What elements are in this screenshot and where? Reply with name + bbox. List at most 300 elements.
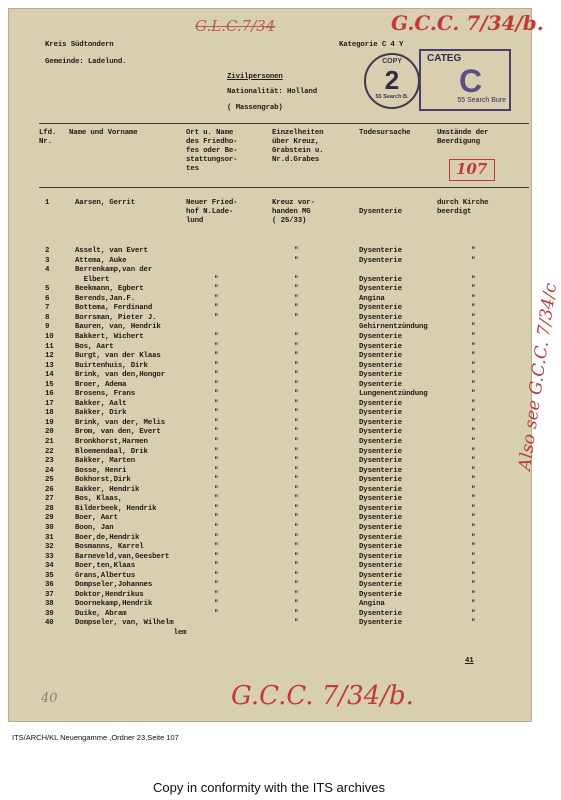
entry-nr: 25 — [45, 476, 54, 485]
entry-ort: " — [214, 543, 219, 552]
entry-nr: 21 — [45, 438, 54, 446]
entry-nr: 12 — [45, 352, 54, 361]
entry-name: Grans,Albertus — [75, 571, 135, 580]
entry-einzel: " — [294, 533, 299, 542]
col-name-header: Name und Vorname — [69, 129, 138, 137]
entry-name: Boer,ten,Klaas — [75, 562, 135, 571]
entry-nr: 5 — [45, 285, 50, 294]
list-row — [9, 428, 531, 437]
entry-einzel: " — [294, 504, 299, 513]
copy-round-stamp: COPY 2 55 Search B. — [364, 53, 420, 109]
list-row — [9, 591, 531, 600]
total-count: 41 — [465, 657, 474, 665]
header-top-rule — [39, 123, 529, 124]
entry-name: Elbert — [75, 275, 110, 284]
entry-einzel: " — [294, 619, 299, 628]
entry-nr: 35 — [45, 571, 54, 580]
entry-ort: " — [214, 409, 219, 418]
entry-cause: Dysenterie — [359, 485, 402, 494]
entry-burial: " — [471, 447, 476, 456]
entry-name: Buirtenhuis, Dirk — [75, 361, 148, 370]
entry-cause: Dysenterie — [359, 275, 402, 284]
entry-nr: 3 — [45, 256, 50, 265]
list-row — [9, 629, 531, 638]
list-row — [9, 514, 531, 523]
list-row — [9, 343, 531, 352]
entry-cause: Dysenterie — [359, 466, 402, 475]
list-row — [9, 495, 531, 504]
entry-ort: " — [214, 304, 219, 313]
entry-nr: 9 — [45, 323, 50, 332]
entry-name: Burgt, van der Klaas — [75, 352, 161, 361]
entry-cause: Dysenterie — [359, 543, 402, 552]
col-ort-header: Ort u. Name des Friedho- fes oder Be- stattungsor- tes — [186, 129, 238, 173]
entry-burial: " — [471, 609, 476, 618]
entry-einzel: " — [294, 371, 299, 380]
entry-einzel: " — [294, 313, 299, 322]
entry-nr: 32 — [45, 543, 54, 552]
entry-burial: " — [471, 332, 476, 341]
entry-ort: " — [214, 552, 219, 561]
entry-ort: " — [214, 380, 219, 389]
entry-burial: " — [471, 543, 476, 552]
entry-ort: " — [214, 495, 219, 504]
entry-burial: " — [471, 371, 476, 380]
entry-cause: Dysenterie — [359, 409, 402, 418]
entry-burial: " — [471, 571, 476, 580]
list-row — [9, 419, 531, 428]
archive-reference: ITS/ARCH/KL Neuengamme ,Ordner 23,Seite 107 — [12, 733, 179, 742]
entry-ort: " — [214, 562, 219, 571]
entry-einzel: " — [294, 552, 299, 561]
entry-cause: Dysenterie — [359, 399, 402, 408]
entry-cause: Dysenterie — [359, 247, 402, 255]
entry-einzel: " — [294, 380, 299, 389]
entry-ort: " — [214, 476, 219, 485]
entry-nr: 6 — [45, 294, 50, 303]
bottom-reference-handwriting: G.C.C. 7/34/b. — [231, 681, 414, 711]
entry-burial: " — [471, 619, 476, 628]
list-row — [9, 352, 531, 361]
entry-ort: " — [214, 438, 219, 446]
entry-einzel: " — [294, 438, 299, 446]
entry-cause: Dysenterie — [359, 332, 402, 341]
entry-einzel: " — [294, 457, 299, 466]
entry-cause: Dysenterie — [359, 342, 402, 351]
list-row — [9, 304, 531, 313]
entry-burial: " — [471, 523, 476, 532]
entry-nr: 29 — [45, 514, 54, 523]
entry-nr: 16 — [45, 390, 54, 399]
entry-cause: Dysenterie — [359, 304, 402, 313]
entry-burial: " — [471, 476, 476, 485]
entry-einzel: " — [294, 562, 299, 571]
entry-nr: 8 — [45, 313, 50, 322]
entry-name: Beekmann, Egbert — [75, 285, 144, 294]
list-row — [9, 381, 531, 390]
entry-ort: " — [214, 371, 219, 380]
entry-name: Boer,de,Hendrik — [75, 533, 140, 542]
list-row — [9, 505, 531, 514]
entry-einzel: " — [294, 485, 299, 494]
list-row — [9, 400, 531, 409]
entry-name: Dompseler,Johannes — [75, 581, 153, 590]
entry-name: Bakker, Hendrik — [75, 485, 140, 494]
entry-ort: " — [214, 571, 219, 580]
list-row — [9, 467, 531, 476]
entry-name: Broer, Adema — [75, 380, 127, 389]
entry-cause: Dysenterie — [359, 371, 402, 380]
copy-conformity-caption: Copy in conformity with the ITS archives — [153, 780, 385, 795]
entry-einzel: " — [294, 609, 299, 618]
list-row — [9, 448, 531, 457]
entry-nr: 39 — [45, 609, 54, 618]
entry-name: Bakker, Dirk — [75, 409, 127, 418]
entry-nr: 2 — [45, 247, 50, 255]
entry-name: Brink, van der, Melis — [75, 418, 165, 427]
entry-ort: " — [214, 609, 219, 618]
list-row — [9, 534, 531, 543]
entry-ort: " — [214, 332, 219, 341]
entry-einzel: " — [294, 409, 299, 418]
list-row — [9, 524, 531, 533]
entry-name: Boon, Jan — [75, 523, 114, 532]
entry-cause: Angina — [359, 294, 385, 303]
entry-ort: " — [214, 600, 219, 609]
entry-einzel: " — [294, 571, 299, 580]
entry-burial: " — [471, 581, 476, 590]
list-row — [9, 314, 531, 323]
entry-cause: Dysenterie — [359, 609, 402, 618]
entry-1-einzel: Kreuz vor- handen MG ( 25/33) — [272, 199, 315, 225]
entry-einzel: " — [294, 600, 299, 609]
entry-einzel: " — [294, 447, 299, 456]
entry-burial: " — [471, 399, 476, 408]
entry-name: Bosse, Henri — [75, 466, 127, 475]
entry-einzel: " — [294, 428, 299, 437]
list-row — [9, 457, 531, 466]
entry-ort: " — [214, 418, 219, 427]
entry-cause: Dysenterie — [359, 438, 402, 446]
entry-1-umstaende: durch Kirche beerdigt — [437, 199, 489, 216]
entry-cause: Dysenterie — [359, 361, 402, 370]
entry-name: Brom, van den, Evert — [75, 428, 161, 437]
entry-burial: " — [471, 428, 476, 437]
entry-1-nr: 1 — [45, 199, 50, 207]
entry-burial: " — [471, 380, 476, 389]
entry-einzel: " — [294, 285, 299, 294]
zivil-label: Zivilpersonen — [227, 73, 283, 81]
entry-ort: " — [214, 485, 219, 494]
entry-name: Bakker, Aalt — [75, 399, 127, 408]
entry-nr: 23 — [45, 457, 54, 466]
entry-name: Bos, Aart — [75, 342, 114, 351]
entry-nr: 37 — [45, 590, 54, 599]
list-row — [9, 610, 531, 619]
entry-cause: Dysenterie — [359, 562, 402, 571]
entry-name: Bakkert, Wichert — [75, 332, 144, 341]
gemeinde-label: Gemeinde: Ladelund. — [45, 58, 127, 66]
entry-burial: " — [471, 495, 476, 504]
list-row — [9, 371, 531, 380]
entry-cause: Dysenterie — [359, 352, 402, 361]
list-row — [9, 323, 531, 332]
entry-burial: " — [471, 294, 476, 303]
list-row — [9, 476, 531, 485]
entry-burial: " — [471, 361, 476, 370]
entry-cause: Dysenterie — [359, 428, 402, 437]
entry-einzel: " — [294, 256, 299, 265]
list-row — [9, 553, 531, 562]
list-row — [9, 390, 531, 399]
entry-burial: " — [471, 323, 476, 332]
entry-nr: 33 — [45, 552, 54, 561]
entry-ort: " — [214, 361, 219, 370]
entry-burial: " — [471, 275, 476, 284]
entry-nr: 40 — [45, 619, 54, 628]
entry-nr: 20 — [45, 428, 54, 437]
entry-burial: " — [471, 409, 476, 418]
entry-nr: 30 — [45, 523, 54, 532]
entry-cause: Dysenterie — [359, 552, 402, 561]
entry-nr: 15 — [45, 380, 54, 389]
entry-name: Brosens, Frans — [75, 390, 135, 399]
list-row — [9, 619, 531, 628]
entry-name: Bosmanns, Karrel — [75, 543, 144, 552]
list-row — [9, 543, 531, 552]
entry-nr: 7 — [45, 304, 50, 313]
list-row — [9, 266, 531, 275]
entry-cause: Dysenterie — [359, 457, 402, 466]
list-row — [9, 572, 531, 581]
entry-ort: " — [214, 590, 219, 599]
list-row — [9, 600, 531, 609]
entry-nr: 22 — [45, 447, 54, 456]
pencil-page-mark: 40 — [41, 691, 58, 706]
list-row — [9, 257, 531, 266]
entry-ort: " — [214, 342, 219, 351]
entry-name: Asselt, van Evert — [75, 247, 148, 255]
entry-burial: " — [471, 514, 476, 523]
entry-burial: " — [471, 533, 476, 542]
entry-name: Barneveld,van,Geesbert — [75, 552, 170, 561]
scanned-document — [8, 8, 561, 722]
kategorie-label: Kategorie C 4 Y — [339, 41, 404, 49]
reference-handwriting-top: G.C.C. 7/34/b. — [391, 11, 544, 35]
entry-ort: " — [214, 466, 219, 475]
entry-cause: Dysenterie — [359, 619, 402, 628]
entry-burial: " — [471, 256, 476, 265]
entry-cause: Angina — [359, 600, 385, 609]
entry-einzel: " — [294, 476, 299, 485]
entry-cause: Dysenterie — [359, 380, 402, 389]
entry-einzel: " — [294, 294, 299, 303]
entry-cause: Dysenterie — [359, 256, 402, 265]
entry-ort: " — [214, 428, 219, 437]
entry-name: Bos, Klaas, — [75, 495, 123, 504]
entry-einzel: " — [294, 352, 299, 361]
entry-name: lem — [75, 629, 187, 637]
entry-cause: Dysenterie — [359, 533, 402, 542]
entry-cause: Dysenterie — [359, 285, 402, 294]
entry-cause: Dysenterie — [359, 313, 402, 322]
entry-ort: " — [214, 285, 219, 294]
entry-nr: 18 — [45, 409, 54, 418]
entry-cause: Dysenterie — [359, 447, 402, 456]
entry-nr: 38 — [45, 600, 54, 609]
list-row — [9, 486, 531, 495]
header-bottom-rule — [39, 187, 529, 188]
list-row — [9, 333, 531, 342]
entry-ort: " — [214, 399, 219, 408]
entry-cause: Dysenterie — [359, 418, 402, 427]
entry-name: Berends,Jan.F. — [75, 294, 135, 303]
entry-nr: 28 — [45, 504, 54, 513]
entry-burial: " — [471, 457, 476, 466]
entry-nr: 31 — [45, 533, 54, 542]
entry-name: Bloemendaal, Drik — [75, 447, 148, 456]
entry-burial: " — [471, 390, 476, 399]
entry-burial: " — [471, 313, 476, 322]
list-row — [9, 362, 531, 371]
entry-burial: " — [471, 485, 476, 494]
entry-name: Bronkhorst,Harmen — [75, 438, 148, 446]
list-row — [9, 581, 531, 590]
list-row — [9, 295, 531, 304]
entry-name: Duike, Abram — [75, 609, 127, 618]
entry-cause: Gehirnentzündung — [359, 323, 428, 332]
entry-einzel: " — [294, 543, 299, 552]
entry-1-name: Aarsen, Gerrit — [75, 199, 135, 207]
entry-1-ort: Neuer Fried- hof N.Lade- lund — [186, 199, 238, 225]
entry-einzel: " — [294, 361, 299, 370]
entry-nr: 14 — [45, 371, 54, 380]
entry-burial: " — [471, 552, 476, 561]
entry-cause: Dysenterie — [359, 514, 402, 523]
entry-cause: Dysenterie — [359, 590, 402, 599]
entry-einzel: " — [294, 304, 299, 313]
entry-einzel: " — [294, 332, 299, 341]
col-einzel-header: Einzelheiten über Kreuz, Grabstein u. Nr.d.Grabes — [272, 129, 324, 164]
entry-cause: Dysenterie — [359, 495, 402, 504]
entry-burial: " — [471, 600, 476, 609]
list-row — [9, 285, 531, 294]
entry-nr: 10 — [45, 332, 54, 341]
entry-name: Doornekamp,Hendrik — [75, 600, 153, 609]
entry-name: Dompseler, van, Wilhelm — [75, 619, 174, 628]
entry-ort: " — [214, 523, 219, 532]
entry-einzel: " — [294, 590, 299, 599]
entry-einzel: " — [294, 466, 299, 475]
entry-ort: " — [214, 313, 219, 322]
entry-cause: Dysenterie — [359, 571, 402, 580]
entry-nr: 19 — [45, 418, 54, 427]
entry-einzel: " — [294, 390, 299, 399]
col-ursache-header: Todesursache — [359, 129, 411, 137]
entry-cause: Dysenterie — [359, 581, 402, 590]
entry-burial: " — [471, 304, 476, 313]
entry-ort: " — [214, 581, 219, 590]
entry-einzel: " — [294, 247, 299, 255]
entry-ort: " — [214, 457, 219, 466]
list-row — [9, 562, 531, 571]
entry-burial: " — [471, 466, 476, 475]
entry-ort: " — [214, 294, 219, 303]
entry-ort: " — [214, 514, 219, 523]
list-row — [9, 409, 531, 418]
entry-einzel: " — [294, 418, 299, 427]
entry-name: Bilderbeek, Hendrik — [75, 504, 157, 513]
entry-burial: " — [471, 590, 476, 599]
entry-name: Bokhorst,Dirk — [75, 476, 131, 485]
list-row — [9, 438, 531, 447]
entry-name: Bauren, van, Hendrik — [75, 323, 161, 332]
entry-einzel: " — [294, 523, 299, 532]
entry-name: Berrenkamp,van der — [75, 266, 153, 275]
entry-burial: " — [471, 342, 476, 351]
entry-name: Bakker, Marten — [75, 457, 135, 466]
entry-ort: " — [214, 447, 219, 456]
entry-burial: " — [471, 504, 476, 513]
col-umstaende-header: Umstände der Beerdigung — [437, 129, 489, 146]
entry-name: Borrsman, Pieter J. — [75, 313, 157, 322]
entry-einzel: " — [294, 581, 299, 590]
entry-name: Boer, Aart — [75, 514, 118, 523]
entry-einzel: " — [294, 495, 299, 504]
entry-nr: 26 — [45, 485, 54, 494]
entry-1-ursache: Dysenterie — [359, 208, 402, 216]
kreis-label: Kreis Südtondern — [45, 41, 114, 49]
entry-nr: 17 — [45, 399, 54, 408]
nationality-label: Nationalität: Holland — [227, 88, 317, 96]
entry-cause: Dysenterie — [359, 476, 402, 485]
entry-einzel: " — [294, 275, 299, 284]
entry-nr: 11 — [45, 342, 54, 351]
entry-name: Brink, van den,Hongor — [75, 371, 165, 380]
massengrab-label: ( Massengrab) — [227, 104, 283, 112]
entry-burial: " — [471, 285, 476, 294]
entry-cause: Dysenterie — [359, 523, 402, 532]
entry-burial: " — [471, 438, 476, 446]
crossed-reference-note: G.L.C.7/34 — [195, 17, 276, 35]
entry-burial: " — [471, 247, 476, 255]
entry-ort: " — [214, 390, 219, 399]
entry-einzel: " — [294, 342, 299, 351]
entry-burial: " — [471, 418, 476, 427]
entry-name: Doktor,Hendrikus — [75, 590, 144, 599]
entry-einzel: " — [294, 514, 299, 523]
side-note-handwriting: Also see G.C.C. 7/34/c — [515, 281, 561, 472]
entry-name: Bottema, Ferdinand — [75, 304, 153, 313]
entry-ort: " — [214, 275, 219, 284]
entry-cause: Lungenentzündung — [359, 390, 428, 399]
entry-nr: 36 — [45, 581, 54, 590]
entry-cause: Dysenterie — [359, 504, 402, 513]
entry-burial: " — [471, 562, 476, 571]
entry-ort: " — [214, 504, 219, 513]
col-nr-header: Lfd. Nr. — [39, 129, 57, 146]
entry-name: Attema, Auke — [75, 256, 127, 265]
entry-ort: " — [214, 352, 219, 361]
list-row — [9, 276, 531, 285]
entry-einzel: " — [294, 399, 299, 408]
entry-ort: " — [214, 533, 219, 542]
list-row — [9, 247, 531, 256]
category-rect-stamp: CATEG C 55 Search Bure — [419, 49, 511, 111]
entry-burial: " — [471, 352, 476, 361]
entry-nr: 34 — [45, 562, 54, 571]
entry-nr: 4 — [45, 266, 50, 275]
